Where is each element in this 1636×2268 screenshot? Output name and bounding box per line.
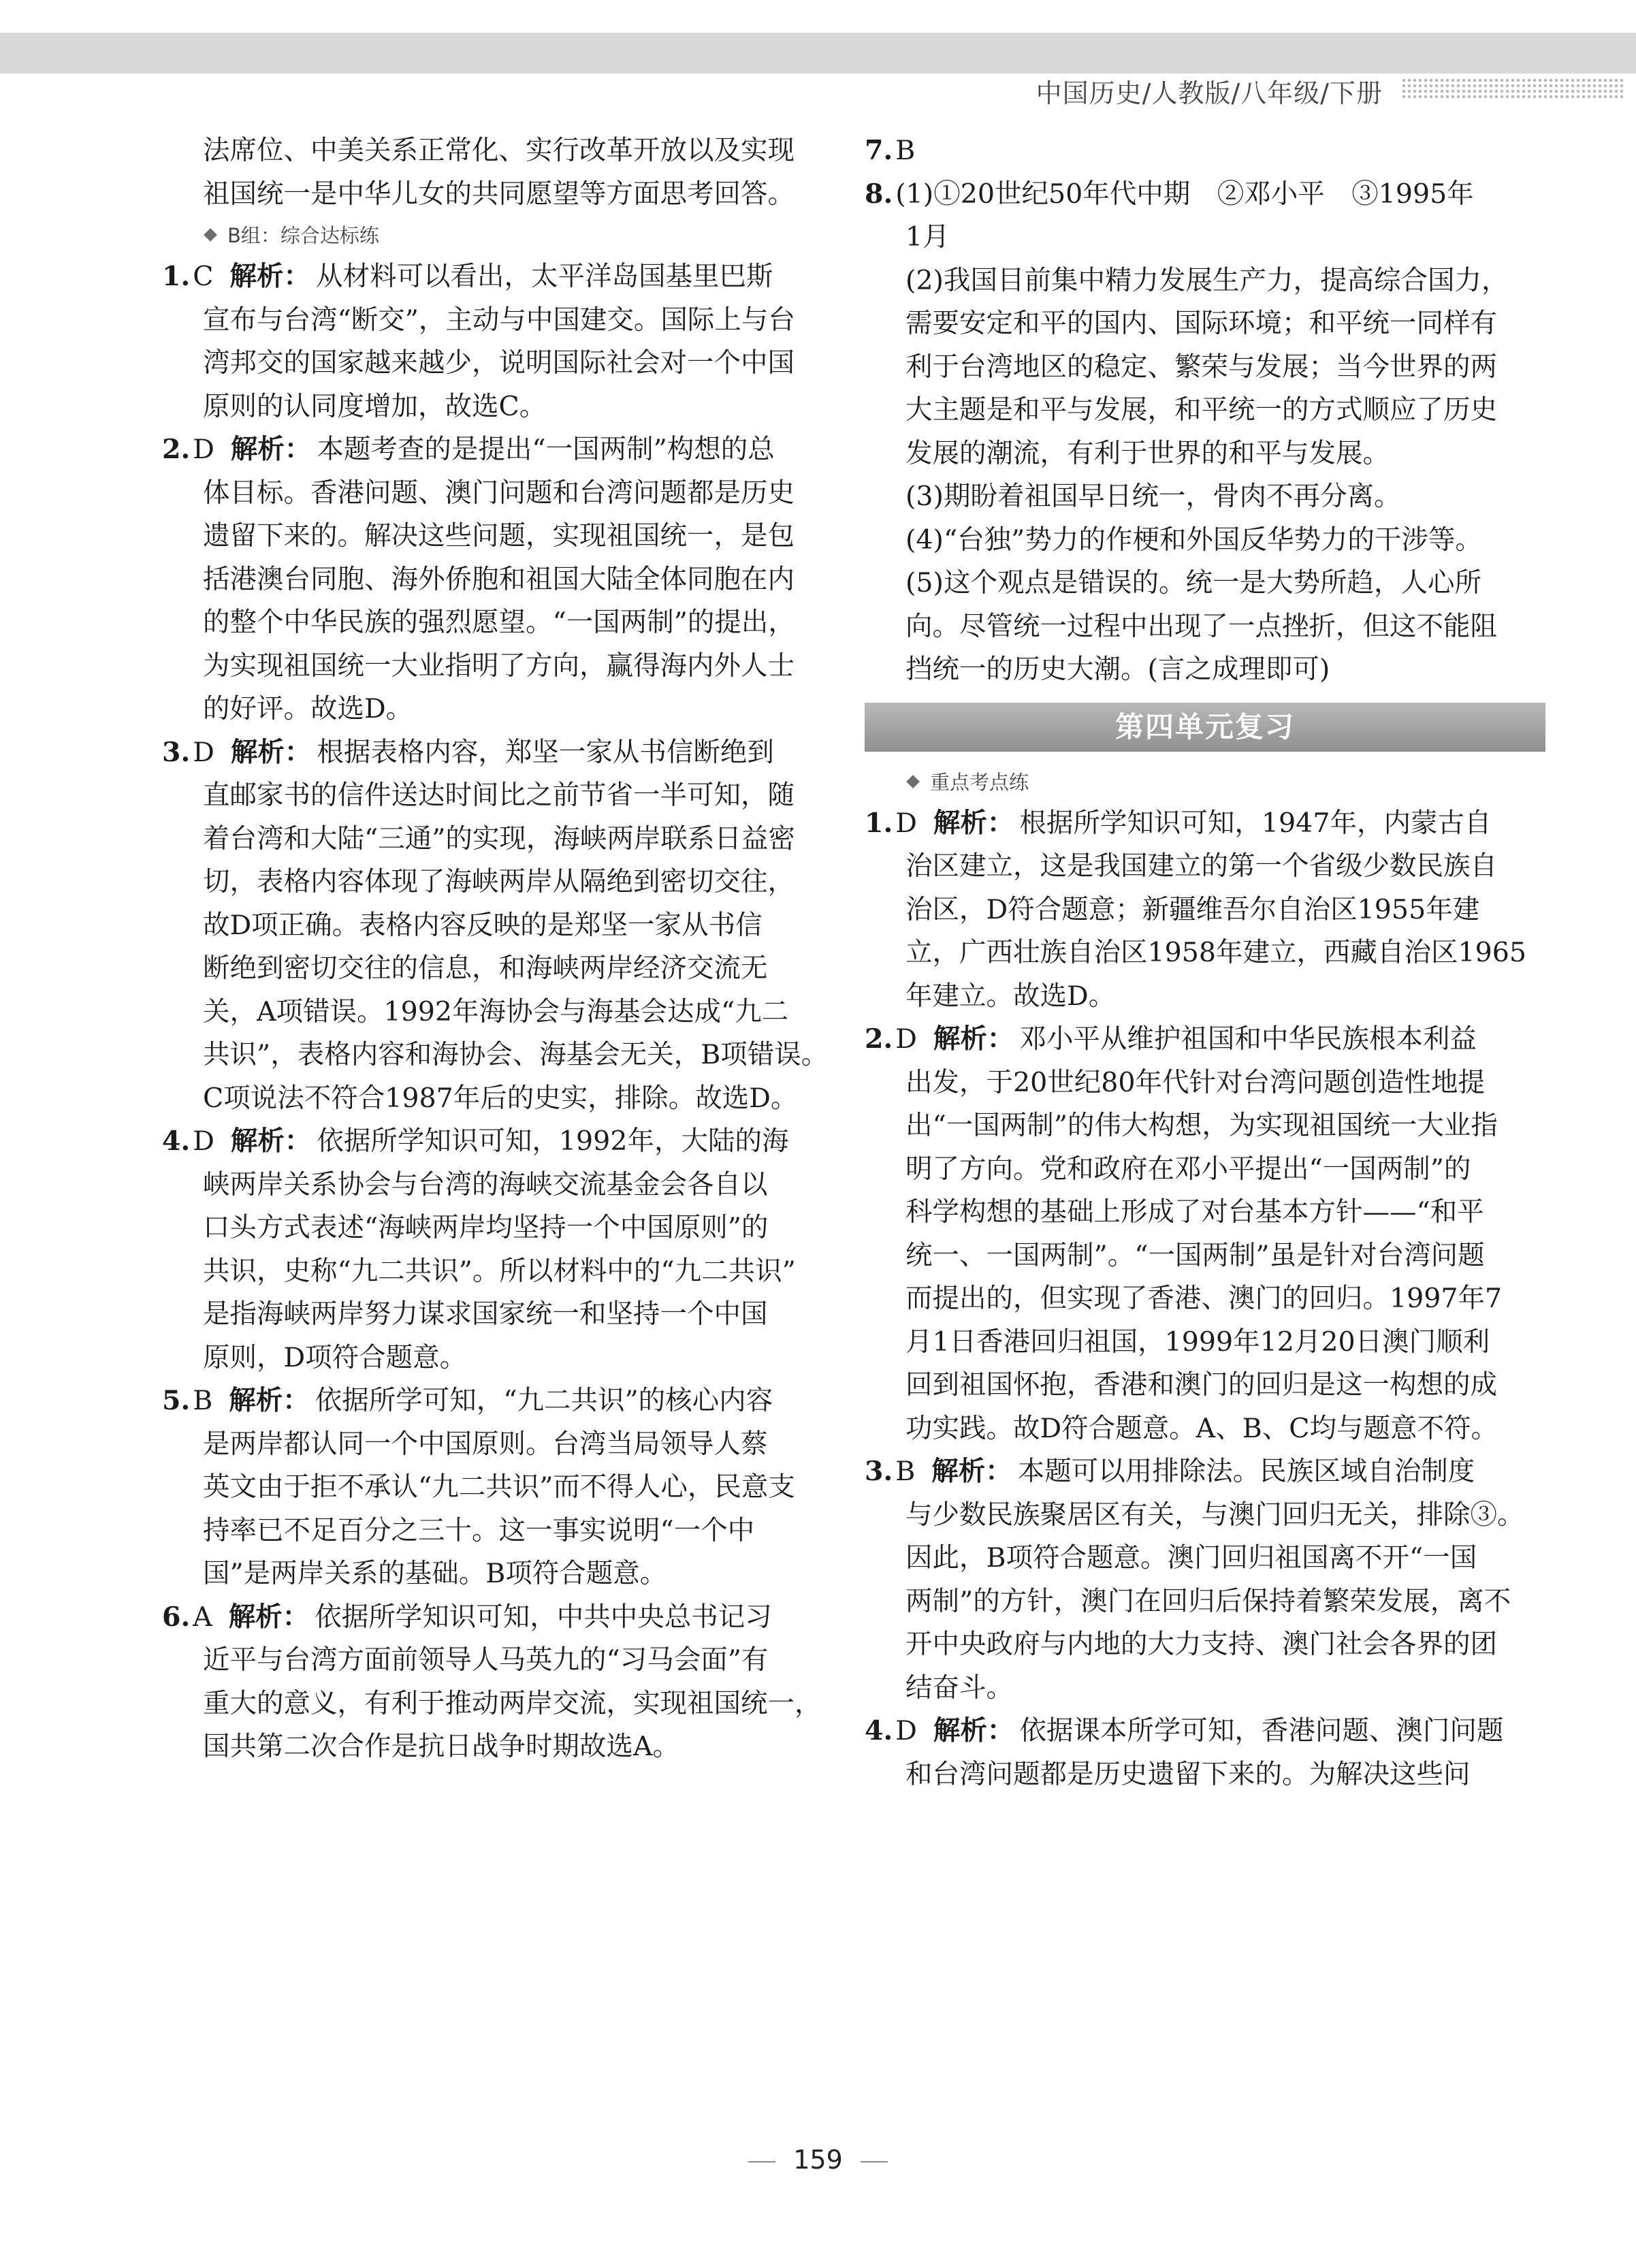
right-column <box>865 129 1545 1796</box>
answer-item-3: 3. D 解析： 根据表格内容，郑坚一家从书信断绝到 直邮家书的信件送达时间比之前节省一半可知，随 着台湾和大陆“三通”的实现，海峡两岸联系日益密 切，表格内容体现了海峡两岸从隔绝到密切交往， 故D项正确。表格内容反映的是郑坚一家从书信 断绝到密切交往的信息，和海峡两岸经济交流无 关，A项错误。1992年海协会与海基会达成“九二 共识”，表格内容和海协会、海基会无关，B项错误。 C项说法不符合1987年后的史实，排除。故选D。 <box>162 736 829 1114</box>
text-line: 祖国统一是中华儿女的共同愿望等方面思考回答。 <box>203 178 795 210</box>
review-item-3: 3. B 解析： 本题可以用排除法。民族区域自治制度 与少数民族聚居区有关，与澳门回归无关，排除③。 因此，B项符合题意。澳门回归祖国离不开“一国 两制”的方针，澳门在回归后保持着繁荣发展，离不 开中央政府与内地的大力支持、澳门社会各界的团 结奋斗。 <box>865 1456 1524 1704</box>
answer-item-4: 4. D 解析： 依据所学知识可知，1992年，大陆的海 峡两岸关系协会与台湾的海峡交流基金会各自以 口头方式表述“海峡两岸均坚持一个中国原则”的 共识，史称“九二共识”。所以材料中的“九二共识” 是指海峡两岸努力谋求国家统一和坚持一个中国 原则，D项符合题意。 <box>162 1125 796 1373</box>
answer-item-2: 2. D 解析： 本题考查的是提出“一国两制”构想的总 体目标。香港问题、澳门问题和台湾问题都是历史 遗留下来的。解决这些问题，实现祖国统一，是包 括港澳台同胞、海外侨胞和祖国大陆全体同胞在内 的整个中华民族的强烈愿望。“一国两制”的提出， 为实现祖国统一大业指明了方向，赢得海内外人士 的好评。故选D。 <box>162 434 795 724</box>
header-dot-pattern <box>1401 78 1626 101</box>
section-title: 第四单元复习 <box>865 703 1545 752</box>
answer-item-6: 6. A 解析： 依据所学知识可知，中共中央总书记习 近平与台湾方面前领导人马英九的“习马会面”有 重大的意义，有利于推动两岸交流，实现祖国统一， 国共第二次合作是抗日战争时期故选A。 <box>162 1601 822 1762</box>
text-line: 法席位、中美关系正常化、实行改革开放以及实现 <box>203 135 795 166</box>
book-title: 中国历史/人教版/八年级/下册 <box>1036 78 1383 108</box>
review-item-1: 1. D 解析： 根据所学知识可知，1947年，内蒙古自 治区建立，这是我国建立的第一个省级少数民族自 治区，D符合题意；新疆维吾尔自治区1955年建 立，广西壮族自治区1958年建立，西藏自治区1965 年建立。故选D。 <box>865 807 1527 1012</box>
review-item-4: 4. D 解析： 依据课本所学可知，香港问题、澳门问题 和台湾问题都是历史遗留下来的。为解决这些问 <box>865 1715 1504 1790</box>
page-number: 159 <box>0 2145 1636 2175</box>
answer-item-7: 7. B <box>865 135 916 166</box>
diamond-icon <box>204 228 217 242</box>
left-column <box>162 129 843 1769</box>
header-bar <box>0 33 1636 74</box>
answer-item-1: 1. C 解析： 从材料可以看出，太平洋岛国基里巴斯 宣布与台湾“断交”，主动与中国建交。国际上与台 湾邦交的国家越来越少，说明国际社会对一个中国 原则的认同度增加，故选C。 <box>162 261 795 422</box>
review-item-2: 2. D 解析： 邓小平从维护祖国和中华民族根本利益 出发，于20世纪80年代针对台湾问题创造性地提 出“一国两制”的伟大构想，为实现祖国统一大业指 明了方向。党和政府在邓小平提出“一国两制”的 科学构想的基础上形成了对台基本方针——“和平 统一、一国两制”。“一国两制”虽是针对台湾问题 而提出的，但实现了香港、澳门的回归。1997年7 月1日香港回归祖国，1999年12月20日澳门顺利 回到祖国怀抱，香港和澳门的回归是这一构想的成 功实践。故D符合题意。A、B、C均与题意不符。 <box>865 1023 1503 1444</box>
group-label-key: 重点考点练 <box>865 763 1545 802</box>
answer-item-8: 8. (1)①20世纪50年代中期 ②邓小平 ③1995年 1月 (2)我国目前集中精力发展生产力，提高综合国力， 需要安定和平的国内、国际环境；和平统一同样有 利于台湾地区的稳定、繁荣与发展；当今世界的两 大主题是和平与发展，和平统一的方式顺应了历史 发展的潮流，有利于世界的和平与发展。 (3)期盼着祖国早日统一，骨肉不再分离。 (4)“台独”势力的作梗和外国反华势力的干涉等。 (5)这个观点是错误的。统一是大势所趋，人心所 向。尽管统一过程中出现了一点挫折，但这不能阻 挡统一的历史大潮。(言之成理即可) <box>865 178 1509 685</box>
diamond-icon <box>906 775 920 788</box>
answer-item-5: 5. B 解析： 依据所学可知，“九二共识”的核心内容 是两岸都认同一个中国原则。台湾当局领导人蔡 英文由于拒不承认“九二共识”而不得人心，民意支 持率已不足百分之三十。这一事实说明“一个中 国”是两岸关系的基础。B项符合题意。 <box>162 1385 795 1589</box>
group-label-b: B组：综合达标练 <box>162 216 843 255</box>
